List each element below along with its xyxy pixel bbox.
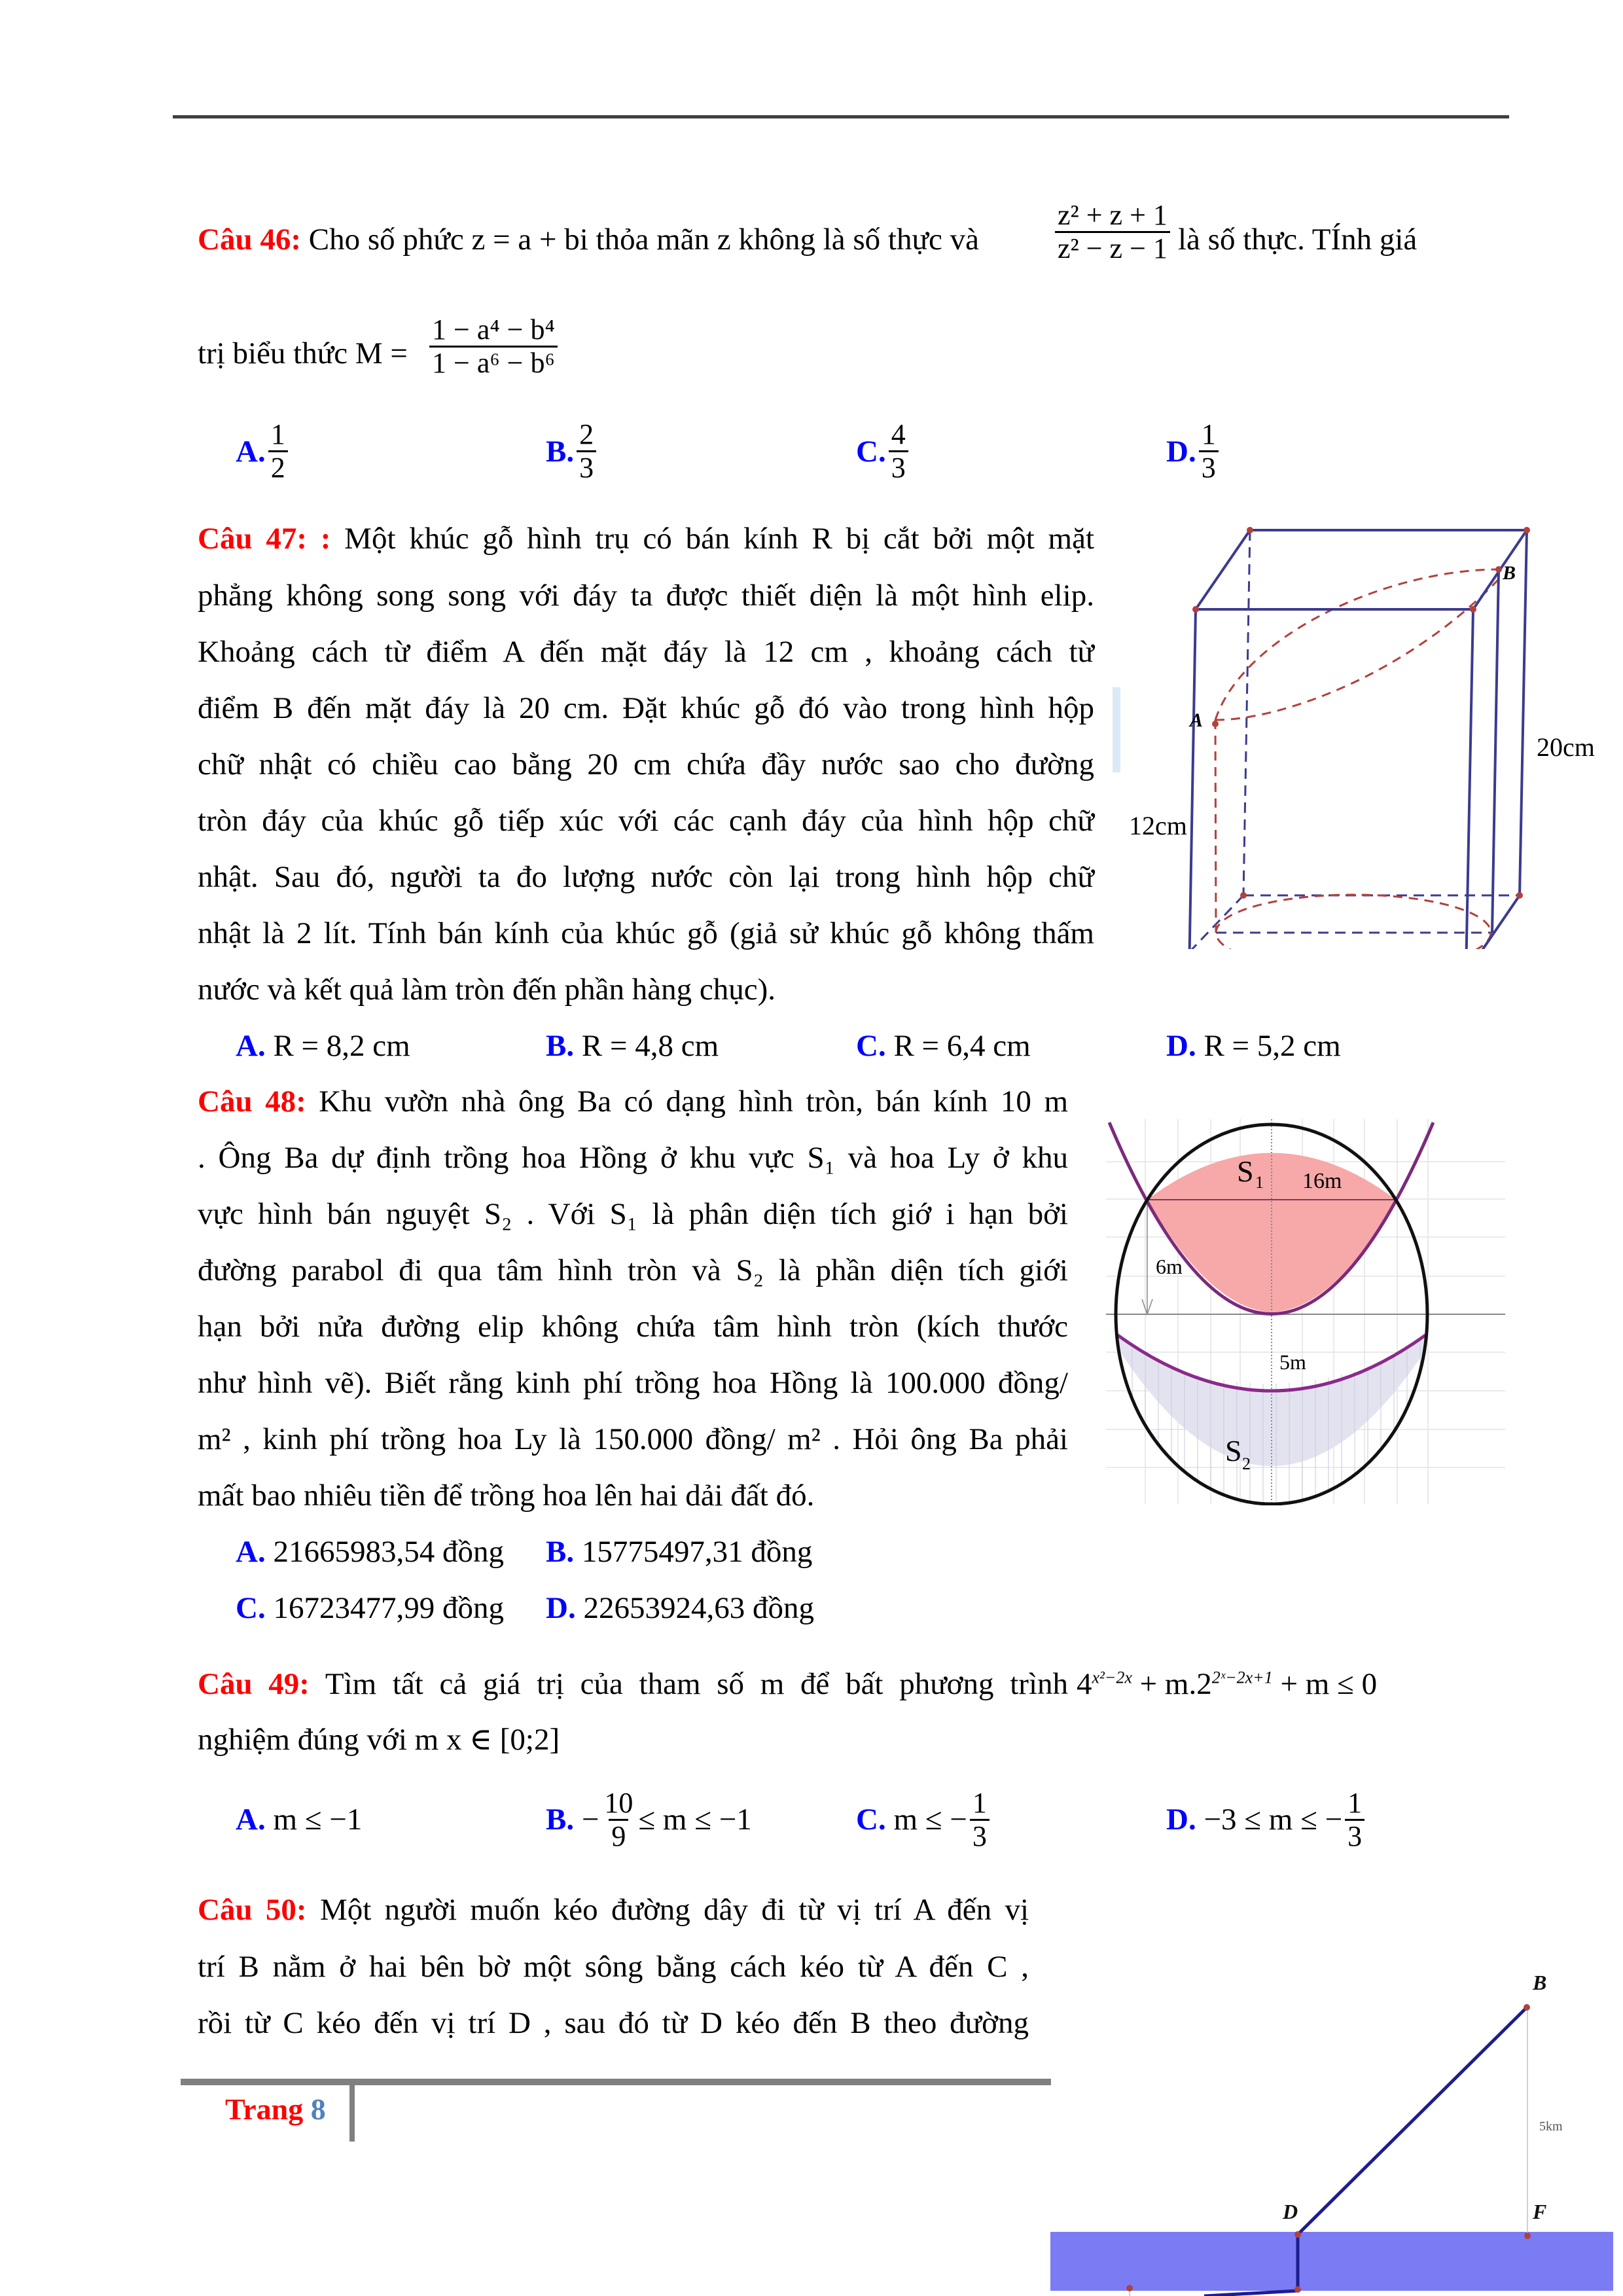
q48-line: . Ông Ba dự định trồng hoa Hồng ở khu vực S₁ và hoa Ly ở khu xyxy=(198,1141,1068,1175)
q46-m-lhs: M = xyxy=(355,336,408,370)
q48-line: hạn bởi nửa đường elip không chứa tâm hình tròn (kích thước xyxy=(198,1310,1068,1344)
frac-den: 9 xyxy=(609,1819,628,1852)
q50-figure-bottom xyxy=(1047,2291,1623,2296)
q46-text: là số thực. TÍnh giá xyxy=(1178,223,1418,257)
label-f: F xyxy=(1533,2200,1547,2223)
label-12cm: 12cm xyxy=(1129,811,1187,840)
frac-num: 1 xyxy=(972,1786,987,1819)
option-key: D. xyxy=(1166,434,1196,469)
option-key: D. xyxy=(1166,1029,1196,1063)
header-rule xyxy=(173,115,1509,118)
q49-option-d[interactable] xyxy=(1166,1780,1367,1859)
q49-inequality xyxy=(1077,1666,1377,1702)
footer-rule xyxy=(181,2079,1051,2085)
label-b: B xyxy=(1533,1971,1547,1994)
ineq-mid: + m.2 xyxy=(1139,1667,1212,1701)
q47-option-d[interactable] xyxy=(1166,1028,1341,1064)
q46-fraction xyxy=(1055,200,1170,264)
q50-text: Một người muốn kéo đường dây đi từ vị trí A đến vị xyxy=(319,1893,1029,1927)
q48-line xyxy=(198,1083,1068,1120)
q46-option-b[interactable] xyxy=(546,419,599,484)
option-key: D. xyxy=(1166,1803,1196,1837)
q46-m-fraction xyxy=(429,314,558,379)
q46-option-a[interactable] xyxy=(236,419,291,484)
option-text: 16723477,99 đồng xyxy=(273,1591,504,1625)
q46-label: Câu 46: xyxy=(198,223,301,257)
ineq-exponent: 2ˣ−2x+1 xyxy=(1211,1668,1273,1687)
option-text: 21665983,54 đồng xyxy=(273,1535,504,1569)
option-fraction xyxy=(1199,419,1219,484)
page-number xyxy=(225,2092,326,2126)
q47-option-a[interactable] xyxy=(236,1028,410,1064)
option-key: C. xyxy=(236,1591,266,1625)
q48-line: đường parabol đi qua tâm hình tròn và S₂ là phần diện tích giới xyxy=(198,1253,1068,1287)
option-key: C. xyxy=(856,1029,886,1063)
q48-garden-figure xyxy=(1106,1113,1512,1505)
label-a: A xyxy=(1190,709,1204,731)
ineq-end: + m ≤ 0 xyxy=(1280,1667,1378,1701)
q49-label: Câu 49: xyxy=(198,1667,310,1701)
option-key: A. xyxy=(236,434,266,469)
option-key: A. xyxy=(236,1803,266,1837)
q46-line-1b xyxy=(1178,221,1417,258)
frac-num: 10 xyxy=(604,1786,633,1819)
option-fraction xyxy=(577,419,596,484)
q49-option-c[interactable] xyxy=(856,1780,992,1859)
label-b: B xyxy=(1503,562,1516,584)
frac-num: 4 xyxy=(891,418,906,450)
q46-option-d[interactable] xyxy=(1166,419,1221,484)
option-key: B. xyxy=(546,434,575,469)
q48-line: vực hình bán nguyệt S₂ . Với S₁ là phân diện tích giớ i hạn bởi xyxy=(198,1197,1068,1231)
q48-line: như hình vẽ). Biết rằng kinh phí trồng hoa Hồng là 100.000 đồng/ xyxy=(198,1366,1068,1400)
label-s2: S xyxy=(1225,1434,1242,1467)
option-key: A. xyxy=(236,1029,266,1063)
option-key: B. xyxy=(546,1029,575,1063)
q48-option-b[interactable] xyxy=(546,1534,812,1570)
q48-option-a[interactable] xyxy=(236,1534,504,1570)
q46-option-c[interactable] xyxy=(856,419,911,484)
q48-option-d[interactable] xyxy=(546,1590,814,1626)
label-d: D xyxy=(1283,2200,1298,2223)
option-key: B. xyxy=(546,1535,575,1569)
q47-line: nhật. Sau đó, người ta đo lượng nước còn lại trong hình hộp chữ xyxy=(198,860,1094,894)
q47-text: Một khúc gỗ hình trụ có bán kính R bị cắt bởi một mặt xyxy=(344,522,1094,556)
q47-box-cylinder-figure xyxy=(1113,504,1610,949)
option-fraction xyxy=(268,419,288,484)
q46-text: trị biểu thức xyxy=(198,336,348,370)
q46-m-num: 1 − a⁴ − b⁴ xyxy=(432,314,555,346)
option-text: m ≤ − xyxy=(893,1803,967,1837)
frac-den: 3 xyxy=(970,1819,990,1852)
q49-option-a[interactable] xyxy=(236,1780,362,1859)
q46-line-2 xyxy=(198,335,408,372)
option-fraction xyxy=(1345,1787,1364,1852)
q50-line xyxy=(198,1892,1029,1928)
label-5km: 5km xyxy=(1539,2119,1563,2134)
q48-line: mất bao nhiêu tiền để trồng hoa lên hai dải đất đó. xyxy=(198,1479,815,1513)
option-text: R = 5,2 cm xyxy=(1204,1029,1341,1063)
q47-line xyxy=(198,520,1094,557)
option-key: D. xyxy=(546,1591,576,1625)
q50-label: Câu 50: xyxy=(198,1893,307,1927)
option-text: R = 4,8 cm xyxy=(581,1029,719,1063)
q46-z-def: z = a + bi xyxy=(471,223,588,257)
option-text: 22653924,63 đồng xyxy=(583,1591,814,1625)
label-s1-sub: 1 xyxy=(1255,1173,1264,1192)
q48-option-c[interactable] xyxy=(236,1590,504,1626)
option-key: C. xyxy=(856,434,886,469)
q49-option-b[interactable] xyxy=(546,1780,752,1859)
frac-den: 3 xyxy=(577,450,596,484)
ineq-exponent: x²−2x xyxy=(1092,1668,1132,1687)
q47-line: điểm B đến mặt đáy là 20 cm. Đặt khúc gỗ đó vào trong hình hộp xyxy=(198,691,1094,725)
label-16m: 16m xyxy=(1302,1169,1342,1193)
q47-line: Khoảng cách từ điểm A đến mặt đáy là 12 cm , khoảng cách từ xyxy=(198,635,1094,669)
q49-line-1 xyxy=(198,1666,1068,1702)
q48-label: Câu 48: xyxy=(198,1085,306,1119)
q47-line: chữ nhật có chiều cao bằng 20 cm chứa đầy nước sao cho đường xyxy=(198,747,1094,781)
label-s2-sub: 2 xyxy=(1242,1454,1251,1473)
q50-line: trí B nằm ở hai bên bờ một sông bằng cách kéo từ A đến C , xyxy=(198,1950,1029,1984)
frac-num: 1 xyxy=(1201,418,1216,450)
option-text: m ≤ −1 xyxy=(273,1803,363,1837)
q47-option-b[interactable] xyxy=(546,1028,719,1064)
label-6m: 6m xyxy=(1156,1255,1183,1278)
page-number-value: 8 xyxy=(310,2092,326,2126)
option-text: 15775497,31 đồng xyxy=(581,1535,813,1569)
q47-line: tròn đáy của khúc gỗ tiếp xúc với các cạnh đáy của hình hộp chữ xyxy=(198,804,1094,838)
q47-option-c[interactable] xyxy=(856,1028,1031,1064)
label-s1: S xyxy=(1237,1155,1254,1188)
frac-den: 3 xyxy=(1199,450,1219,484)
option-key: C. xyxy=(856,1803,886,1837)
q48-line: m² , kinh phí trồng hoa Ly là 150.000 đồng/ m² . Hỏi ông Ba phải xyxy=(198,1422,1068,1456)
option-text: ≤ m ≤ −1 xyxy=(638,1803,752,1837)
q50-river-figure xyxy=(1047,1924,1623,2296)
q46-frac-den: z² − z − 1 xyxy=(1055,231,1170,264)
label-5m: 5m xyxy=(1279,1350,1306,1374)
q48-text: Khu vườn nhà ông Ba có dạng hình tròn, bán kính 10 m xyxy=(319,1085,1068,1119)
frac-den: 3 xyxy=(889,450,908,484)
q47-line: phẳng không song song với đáy ta được thiết diện là một hình elip. xyxy=(198,579,1094,613)
ineq-base: 4 xyxy=(1077,1667,1092,1701)
q47-label: Câu 47: : xyxy=(198,522,331,556)
page-label: Trang xyxy=(225,2092,304,2126)
q46-text: Cho số phức xyxy=(308,223,464,257)
option-text: −3 ≤ m ≤ − xyxy=(1204,1803,1343,1837)
frac-num: 2 xyxy=(579,418,594,450)
option-text: R = 6,4 cm xyxy=(893,1029,1031,1063)
frac-den: 3 xyxy=(1345,1819,1364,1852)
option-key: B. xyxy=(546,1803,575,1837)
option-fraction xyxy=(970,1787,990,1852)
q49-line-2: nghiệm đúng với m x ∈ [0;2] xyxy=(198,1723,560,1757)
q46-m-den: 1 − a⁶ − b⁶ xyxy=(429,346,558,379)
q49-text: Tìm tất cả giá trị của tham số m để bất phương trình xyxy=(325,1667,1069,1701)
option-text: R = 8,2 cm xyxy=(273,1029,410,1063)
frac-den: 2 xyxy=(268,450,288,484)
q47-line: nước và kết quả làm tròn đến phần hàng chục). xyxy=(198,973,776,1007)
q46-frac-num: z² + z + 1 xyxy=(1058,199,1168,231)
label-20cm: 20cm xyxy=(1537,732,1595,762)
q47-line: nhật là 2 lít. Tính bán kính của khúc gỗ (giả sử khúc gỗ không thấm xyxy=(198,916,1094,950)
footer-divider xyxy=(349,2085,355,2142)
decor-mark xyxy=(1113,687,1120,772)
option-key: A. xyxy=(236,1535,266,1569)
frac-num: 1 xyxy=(1347,1786,1363,1819)
option-text: − xyxy=(581,1803,599,1837)
q46-text: thỏa mãn z không là số thực và xyxy=(596,223,979,257)
q50-line: rồi từ C kéo đến vị trí D , sau đó từ D kéo đến B theo đường xyxy=(198,2006,1029,2040)
option-fraction xyxy=(889,419,908,484)
option-fraction xyxy=(601,1787,635,1852)
river xyxy=(1050,2232,1613,2291)
frac-num: 1 xyxy=(270,418,285,450)
